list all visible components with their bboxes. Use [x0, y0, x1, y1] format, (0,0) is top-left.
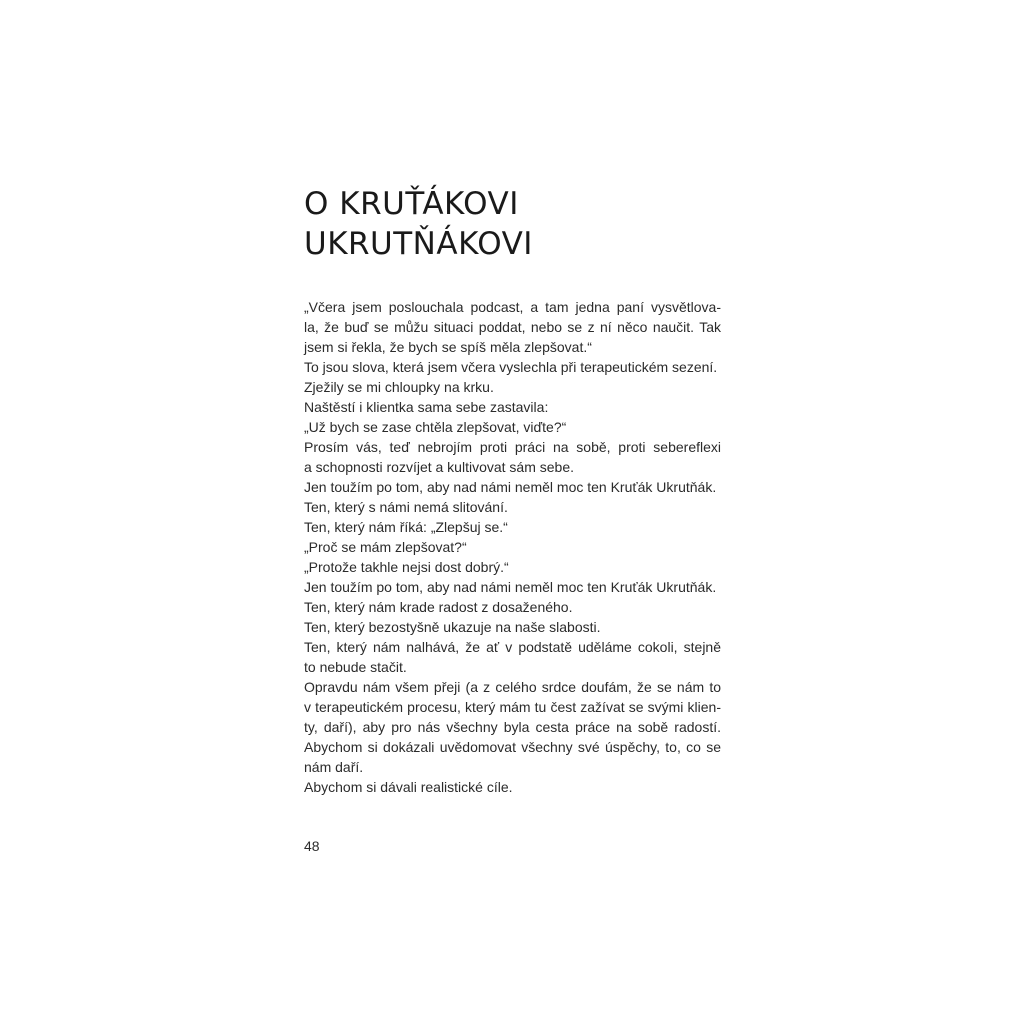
chapter-title-line: UKRUTŇÁKOVI	[304, 226, 533, 262]
text-line: la, že buď se můžu situaci poddat, nebo se z ní něco naučit. Tak	[304, 319, 721, 335]
text-line: Jen toužím po tom, aby nad námi neměl moc ten Kruťák Ukrutňák.	[304, 579, 717, 595]
text-line: to nebude stačit.	[304, 659, 407, 675]
text-line: jsem si řekla, že bych se spíš měla zlepšovat.“	[304, 339, 592, 355]
body-text	[304, 297, 721, 797]
chapter-title	[304, 184, 533, 264]
text-line: Ten, který s námi nemá slitování.	[304, 499, 508, 515]
text-line: „Už bych se zase chtěla zlepšovat, viďte?“	[304, 419, 567, 435]
page-number: 48	[304, 838, 320, 854]
chapter-title-line: O KRUŤÁKOVI	[304, 186, 519, 222]
text-line: ty, daří), aby pro nás všechny byla cesta práce na sobě radostí.	[304, 719, 721, 735]
text-line: Naštěstí i klientka sama sebe zastavila:	[304, 399, 549, 415]
text-line: Ten, který nám nalhává, že ať v podstatě uděláme cokoli, stejně	[304, 639, 721, 655]
text-line: v terapeutickém procesu, který mám tu čest zažívat se svými klien-	[304, 699, 721, 715]
text-line: Zježily se mi chloupky na krku.	[304, 379, 494, 395]
text-line: Opravdu nám všem přeji (a z celého srdce doufám, že se nám to	[304, 679, 721, 695]
text-line: „Proč se mám zlepšovat?“	[304, 539, 467, 555]
text-line: Ten, který nám říká: „Zlepšuj se.“	[304, 519, 508, 535]
text-line: Ten, který bezostyšně ukazuje na naše slabosti.	[304, 619, 601, 635]
text-line: To jsou slova, která jsem včera vyslechla při terapeutickém sezení.	[304, 359, 718, 375]
text-line: a schopnosti rozvíjet a kultivovat sám sebe.	[304, 459, 575, 475]
text-line: Abychom si dávali realistické cíle.	[304, 779, 513, 795]
text-line: „Protože takhle nejsi dost dobrý.“	[304, 559, 509, 575]
text-line: Abychom si dokázali uvědomovat všechny své úspěchy, to, co se	[304, 739, 721, 755]
text-line: Ten, který nám krade radost z dosaženého.	[304, 599, 573, 615]
text-line: nám daří.	[304, 759, 364, 775]
text-line: „Včera jsem poslouchala podcast, a tam jedna paní vysvětlova-	[304, 299, 721, 315]
text-line: Prosím vás, teď nebrojím proti práci na sobě, proti sebereflexi	[304, 439, 721, 455]
text-line: Jen toužím po tom, aby nad námi neměl moc ten Kruťák Ukrutňák.	[304, 479, 717, 495]
